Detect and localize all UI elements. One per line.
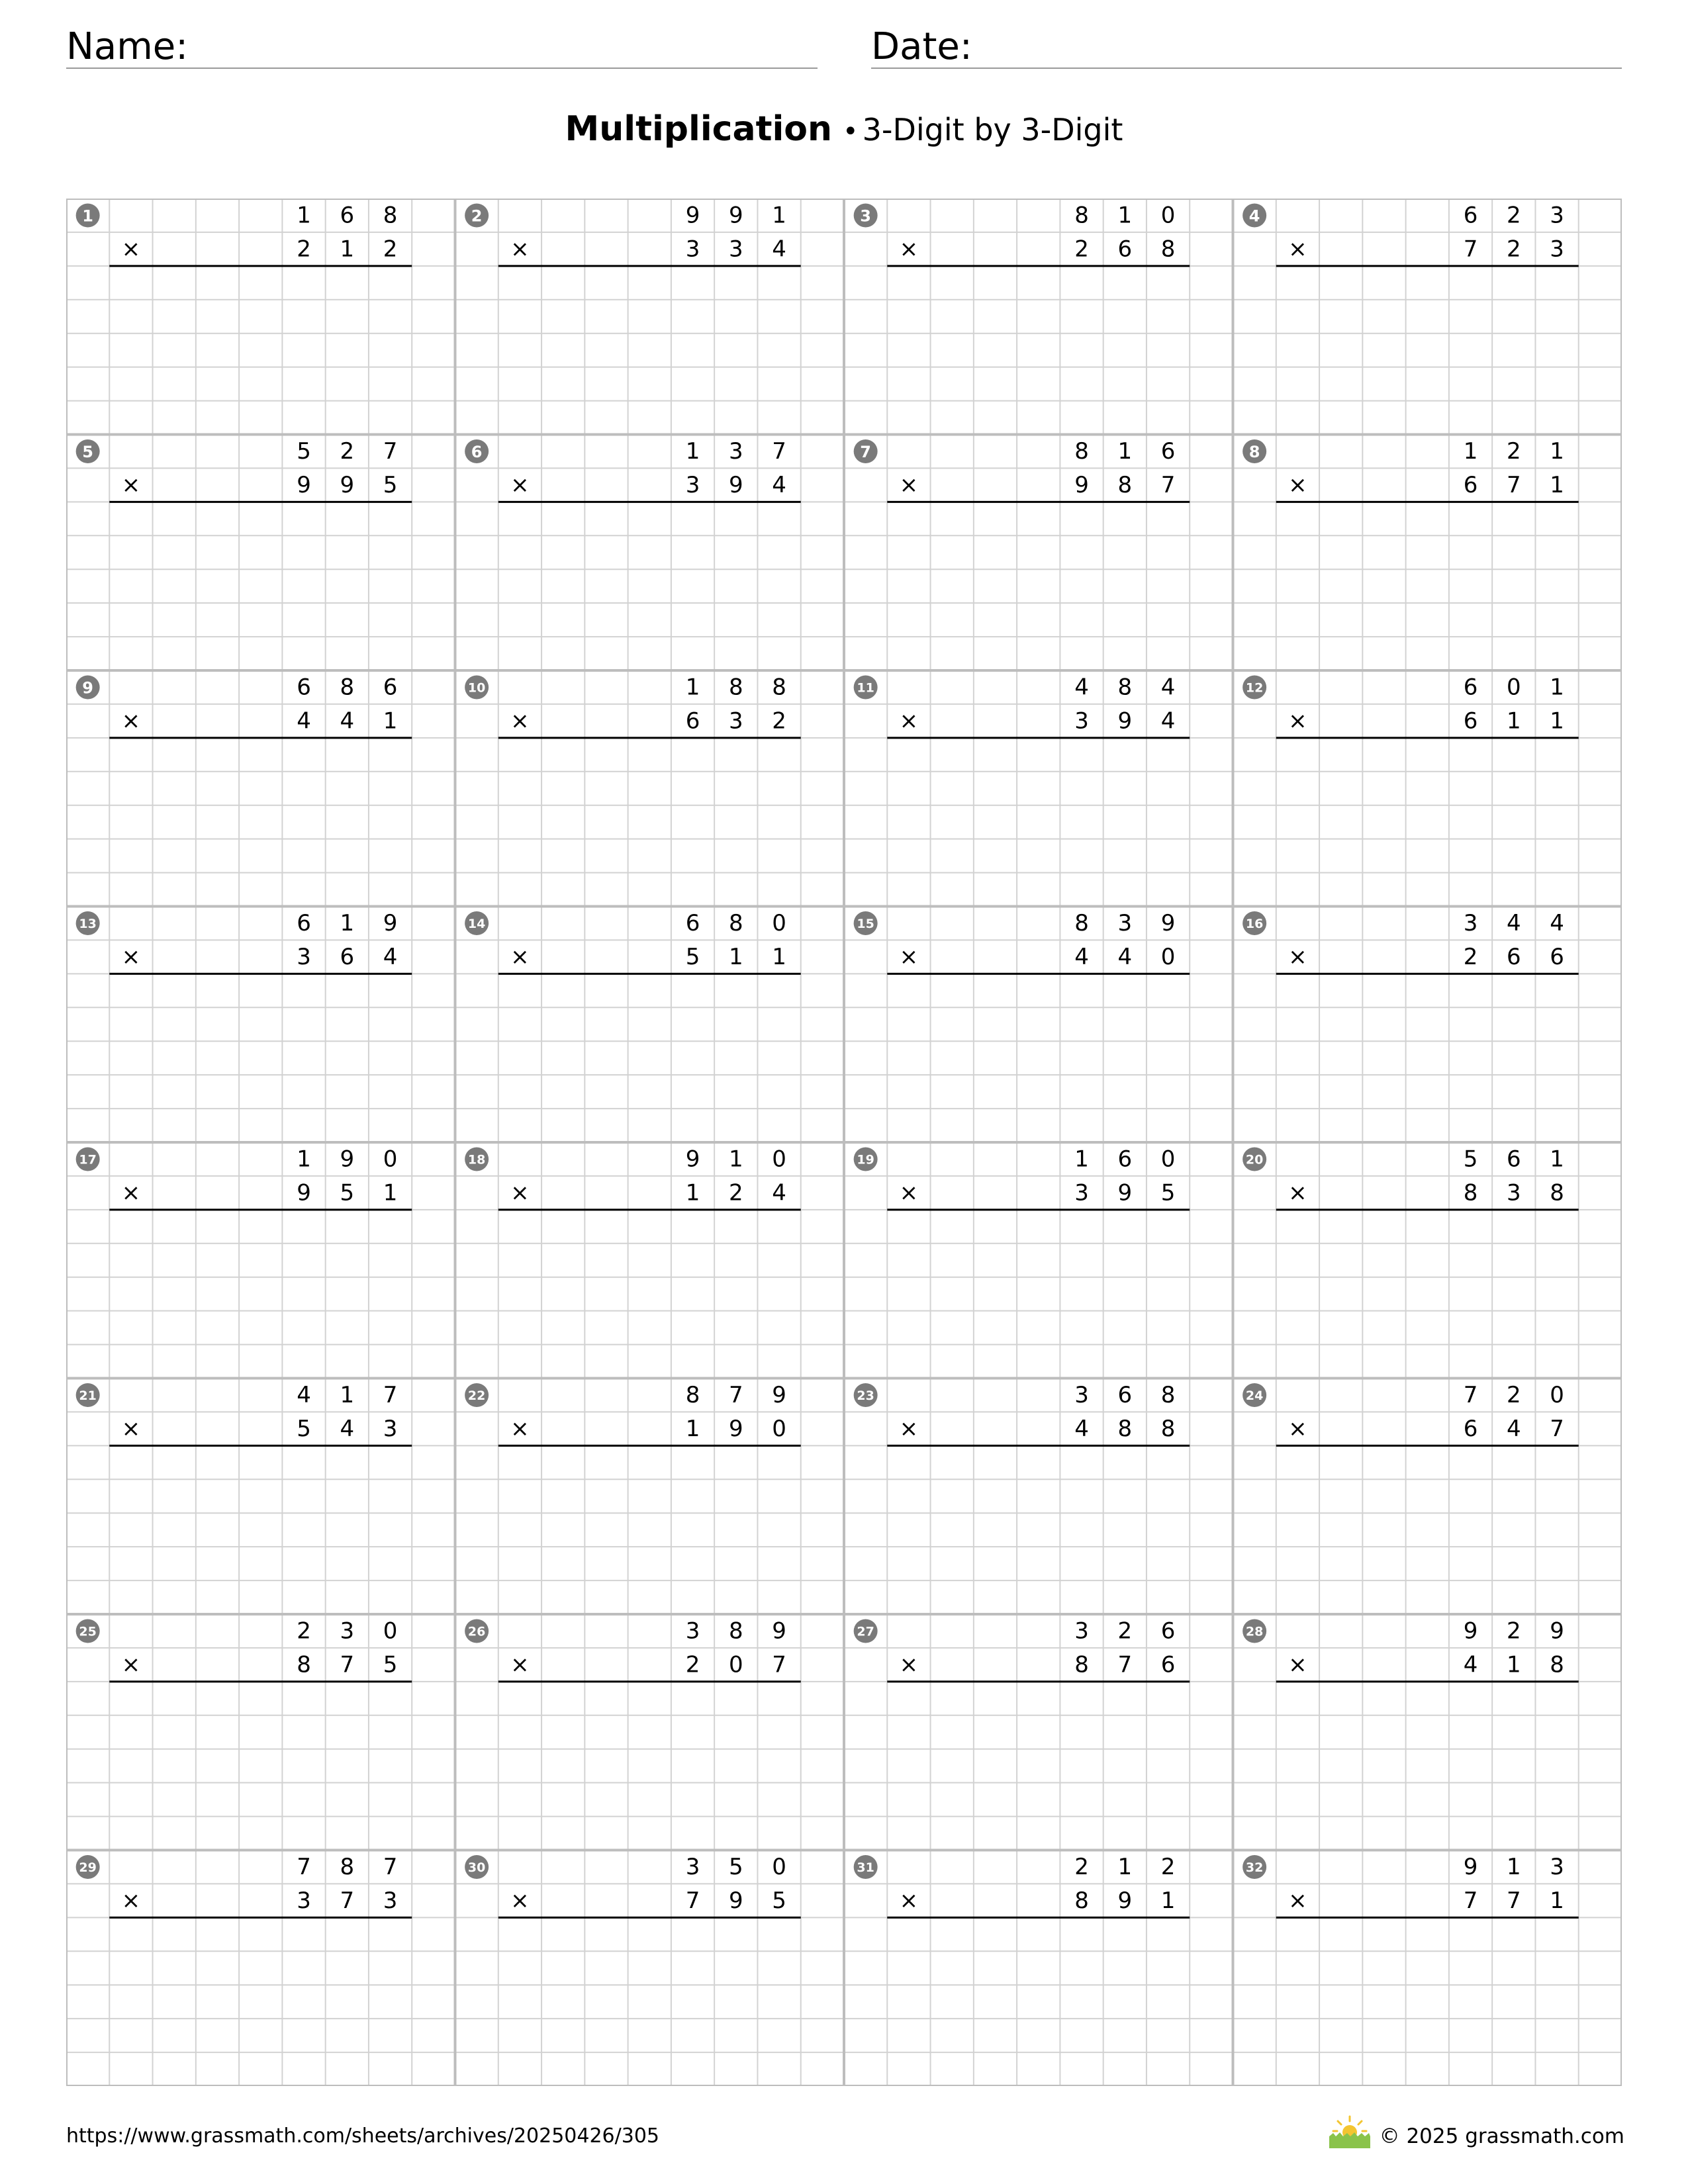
multiplicand-digit: 0 [1506,674,1521,701]
multiplier-digit: 2 [728,1179,743,1206]
multiplicand-digit: 1 [685,437,700,465]
multiplier-digit: 7 [1117,1651,1133,1678]
problem-number: 7 [860,442,871,461]
multiply-sign: × [1288,1179,1307,1206]
multiplier-digit: 7 [685,1887,700,1914]
multiply-sign: × [510,236,530,263]
multiplier-digit: 6 [1463,707,1478,735]
multiplier-digit: 8 [1074,1887,1089,1914]
multiplicand-digit: 8 [1117,674,1133,701]
multiplier-digit: 3 [728,236,743,263]
problem-number: 18 [467,1152,486,1167]
multiplier-digit: 3 [1506,1179,1521,1206]
multiplicand-digit: 7 [383,437,398,465]
multiplier-digit: 9 [1117,1887,1133,1914]
multiplicand-digit: 8 [383,202,398,229]
multiplier-digit: 9 [340,471,355,498]
multiplicand-digit: 6 [1506,1146,1521,1173]
problem-number: 19 [857,1152,874,1167]
multiplier-digit: 1 [1506,1651,1521,1678]
multiplier-digit: 1 [685,1179,700,1206]
multiplier-digit: 4 [297,707,311,735]
multiplicand-digit: 2 [1506,437,1521,465]
problem-number: 26 [467,1624,486,1639]
multiplicand-digit: 1 [1506,1853,1521,1880]
multiplier-digit: 1 [1506,707,1521,735]
multiplier-digit: 9 [297,471,311,498]
multiply-sign: × [899,236,919,263]
multiplicand-digit: 9 [685,202,700,229]
multiplicand-digit: 4 [1506,909,1521,936]
multiply-sign: × [1288,471,1307,498]
multiplicand-digit: 6 [1463,674,1478,701]
multiplicand-digit: 1 [772,202,786,229]
multiplier-digit: 1 [685,1415,700,1442]
problem-number: 21 [79,1388,97,1403]
multiplier-digit: 4 [383,943,398,970]
multiplicand-digit: 9 [1550,1617,1564,1645]
grassmath-logo-icon [1327,2113,1373,2150]
multiplier-digit: 6 [685,707,700,735]
multiply-sign: × [899,471,919,498]
multiplier-digit: 3 [685,471,700,498]
problem-number: 9 [82,678,93,698]
multiplicand-digit: 7 [383,1853,398,1880]
multiplier-digit: 3 [1550,236,1564,263]
problem-number: 29 [79,1860,97,1875]
multiplier-digit: 8 [1074,1651,1089,1678]
multiply-sign: × [899,707,919,735]
multiplier-digit: 9 [1074,471,1089,498]
multiplier-digit: 4 [1074,943,1089,970]
multiplicand-digit: 5 [1463,1146,1478,1173]
multiplicand-digit: 6 [1160,1617,1176,1645]
multiplier-digit: 7 [1463,1887,1478,1914]
problem-number: 5 [82,442,93,461]
multiplicand-digit: 9 [1463,1853,1478,1880]
problem-number: 28 [1245,1624,1264,1639]
multiplier-digit: 9 [728,1887,743,1914]
multiplier-digit: 4 [340,707,355,735]
multiplier-digit: 4 [1117,943,1133,970]
problem-number: 30 [467,1860,486,1875]
multiplier-digit: 5 [383,1651,398,1678]
multiplier-digit: 1 [1550,707,1564,735]
multiplicand-digit: 1 [1117,202,1133,229]
multiplier-digit: 4 [1463,1651,1478,1678]
multiplier-digit: 7 [340,1887,355,1914]
multiplicand-digit: 0 [1550,1381,1564,1408]
multiplicand-digit: 9 [340,1146,355,1173]
multiplier-digit: 0 [728,1651,743,1678]
multiplicand-digit: 6 [297,674,311,701]
multiplicand-digit: 8 [1160,1381,1176,1408]
multiplier-digit: 5 [1160,1179,1176,1206]
multiplicand-digit: 1 [1550,437,1564,465]
multiplicand-digit: 6 [1160,437,1176,465]
multiplicand-digit: 3 [1074,1617,1089,1645]
multiplicand-digit: 7 [772,437,786,465]
multiplicand-digit: 9 [772,1617,786,1645]
multiplicand-digit: 0 [383,1617,398,1645]
multiplicand-digit: 6 [685,909,700,936]
multiplier-digit: 1 [772,943,786,970]
problem-number: 2 [471,206,483,226]
multiplier-digit: 2 [297,236,311,263]
multiplier-digit: 6 [1506,943,1521,970]
title-subtitle: 3-Digit by 3-Digit [862,112,1123,148]
multiplicand-digit: 4 [1160,674,1176,701]
multiplicand-digit: 8 [685,1381,700,1408]
multiplicand-digit: 0 [1160,202,1176,229]
multiply-sign: × [1288,943,1307,970]
multiplier-digit: 9 [728,1415,743,1442]
multiplicand-digit: 3 [685,1853,700,1880]
multiplicand-digit: 1 [1117,437,1133,465]
multiplicand-digit: 3 [1550,202,1564,229]
problem-number: 4 [1248,206,1260,226]
multiplicand-digit: 7 [1463,1381,1478,1408]
problem-number: 15 [857,916,874,931]
multiplicand-digit: 6 [297,909,311,936]
multiplicand-digit: 6 [1463,202,1478,229]
multiplier-digit: 1 [383,1179,398,1206]
multiplier-digit: 9 [1117,1179,1133,1206]
problem-number: 14 [467,916,486,931]
multiply-sign: × [1288,1415,1307,1442]
multiply-sign: × [510,943,530,970]
multiplicand-digit: 9 [728,202,743,229]
multiplier-digit: 7 [1463,236,1478,263]
multiplicand-digit: 0 [1160,1146,1176,1173]
multiply-sign: × [121,1651,141,1678]
grid-svg [66,199,1622,2086]
multiplicand-digit: 1 [1117,1853,1133,1880]
multiply-sign: × [510,707,530,735]
multiplicand-digit: 3 [728,437,743,465]
problem-number: 32 [1245,1860,1264,1875]
problem-number: 3 [860,206,871,226]
problem-number: 6 [471,442,483,461]
multiplicand-digit: 2 [1117,1617,1133,1645]
multiplicand-digit: 3 [1550,1853,1564,1880]
multiplier-digit: 9 [297,1179,311,1206]
multiplicand-digit: 9 [1160,909,1176,936]
multiply-sign: × [121,943,141,970]
multiplicand-digit: 8 [728,1617,743,1645]
multiplier-digit: 3 [297,1887,311,1914]
multiplicand-digit: 1 [340,909,355,936]
multiplicand-digit: 8 [1074,909,1089,936]
multiplicand-digit: 8 [340,674,355,701]
multiplier-digit: 3 [1074,707,1089,735]
multiply-sign: × [899,1887,919,1914]
multiplicand-digit: 6 [1117,1146,1133,1173]
multiplicand-digit: 0 [383,1146,398,1173]
multiply-sign: × [899,1651,919,1678]
multiply-sign: × [899,1415,919,1442]
multiplicand-digit: 0 [772,909,786,936]
multiplicand-digit: 1 [1550,1146,1564,1173]
multiplier-digit: 4 [772,471,786,498]
multiplicand-digit: 8 [728,674,743,701]
date-label: Date: [871,25,972,68]
multiplicand-digit: 7 [728,1381,743,1408]
multiply-sign: × [121,236,141,263]
multiplier-digit: 7 [340,1651,355,1678]
multiplier-digit: 1 [1160,1887,1176,1914]
multiplier-digit: 6 [340,943,355,970]
multiplicand-digit: 8 [772,674,786,701]
multiplier-digit: 8 [1550,1179,1564,1206]
multiplier-digit: 4 [1506,1415,1521,1442]
multiplier-digit: 6 [1117,236,1133,263]
multiplicand-digit: 3 [1117,909,1133,936]
multiplier-digit: 7 [1506,471,1521,498]
multiplier-digit: 5 [340,1179,355,1206]
multiplicand-digit: 6 [340,202,355,229]
multiplicand-digit: 1 [340,1381,355,1408]
multiplicand-digit: 7 [383,1381,398,1408]
multiplier-digit: 7 [1160,471,1176,498]
multiplier-digit: 2 [1074,236,1089,263]
multiplier-digit: 5 [772,1887,786,1914]
name-label: Name: [66,25,189,68]
multiplicand-digit: 2 [1506,202,1521,229]
name-line[interactable] [66,68,818,69]
title-separator: • [843,116,859,147]
multiplier-digit: 3 [383,1415,398,1442]
date-line[interactable] [871,68,1622,69]
multiply-sign: × [121,707,141,735]
multiply-sign: × [510,471,530,498]
multiplier-digit: 3 [1074,1179,1089,1206]
multiply-sign: × [510,1179,530,1206]
multiplier-digit: 0 [1160,943,1176,970]
multiplier-digit: 7 [1550,1415,1564,1442]
multiplier-digit: 1 [383,707,398,735]
multiplier-digit: 4 [772,1179,786,1206]
problem-number: 20 [1245,1152,1264,1167]
multiply-sign: × [899,1179,919,1206]
multiplier-digit: 1 [728,943,743,970]
multiplicand-digit: 2 [340,437,355,465]
multiplicand-digit: 8 [1074,202,1089,229]
multiply-sign: × [1288,1651,1307,1678]
problem-number: 16 [1245,916,1264,931]
multiplicand-digit: 1 [297,1146,311,1173]
multiplicand-digit: 1 [1463,437,1478,465]
multiplicand-digit: 6 [383,674,398,701]
problem-number: 1 [82,206,93,226]
multiply-sign: × [121,1179,141,1206]
multiplicand-digit: 9 [383,909,398,936]
multiplier-digit: 8 [1550,1651,1564,1678]
problem-number: 17 [79,1152,97,1167]
multiplier-digit: 7 [1506,1887,1521,1914]
multiply-sign: × [121,471,141,498]
title-main: Multiplication [565,109,833,149]
multiplier-digit: 9 [1117,707,1133,735]
multiplier-digit: 1 [1550,1887,1564,1914]
problem-number: 27 [857,1624,874,1639]
multiply-sign: × [510,1887,530,1914]
multiplier-digit: 7 [772,1651,786,1678]
multiplier-digit: 5 [685,943,700,970]
multiplicand-digit: 5 [297,437,311,465]
multiply-sign: × [121,1887,141,1914]
problem-number: 25 [79,1624,97,1639]
multiplier-digit: 6 [1463,1415,1478,1442]
multiplicand-digit: 7 [297,1853,311,1880]
multiplier-digit: 8 [1463,1179,1478,1206]
footer-copyright: © 2025 grassmath.com [1379,2124,1624,2148]
multiplier-digit: 3 [383,1887,398,1914]
multiplicand-digit: 9 [772,1381,786,1408]
multiplicand-digit: 2 [1506,1617,1521,1645]
problem-number: 22 [467,1388,486,1403]
multiplicand-digit: 2 [297,1617,311,1645]
multiply-sign: × [510,1415,530,1442]
multiplier-digit: 8 [1117,471,1133,498]
multiplier-digit: 3 [685,236,700,263]
multiplicand-digit: 1 [1074,1146,1089,1173]
multiplier-digit: 5 [383,471,398,498]
multiplier-digit: 4 [1160,707,1176,735]
multiplicand-digit: 8 [340,1853,355,1880]
problem-number: 8 [1248,442,1260,461]
multiplier-digit: 6 [1160,1651,1176,1678]
multiply-sign: × [1288,1887,1307,1914]
multiplicand-digit: 5 [728,1853,743,1880]
multiplier-digit: 6 [1550,943,1564,970]
problem-number: 12 [1245,680,1264,696]
multiplier-digit: 6 [1463,471,1478,498]
multiplier-digit: 4 [772,236,786,263]
multiplicand-digit: 2 [1074,1853,1089,1880]
problem-number: 23 [857,1388,874,1403]
multiplier-digit: 4 [340,1415,355,1442]
multiplier-digit: 2 [772,707,786,735]
multiplier-digit: 3 [728,707,743,735]
multiplicand-digit: 1 [297,202,311,229]
multiply-sign: × [899,943,919,970]
multiplicand-digit: 0 [772,1853,786,1880]
multiplier-digit: 1 [1550,471,1564,498]
multiplier-digit: 8 [1160,1415,1176,1442]
multiplicand-digit: 4 [297,1381,311,1408]
problem-number: 31 [857,1860,874,1875]
multiplier-digit: 2 [1506,236,1521,263]
multiplicand-digit: 1 [1550,674,1564,701]
multiplier-digit: 5 [297,1415,311,1442]
multiplicand-digit: 9 [1463,1617,1478,1645]
multiply-sign: × [1288,707,1307,735]
multiplicand-digit: 4 [1074,674,1089,701]
footer-url: https://www.grassmath.com/sheets/archives/20250426/305 [66,2124,660,2148]
multiplicand-digit: 0 [772,1146,786,1173]
multiplier-digit: 4 [1074,1415,1089,1442]
multiplicand-digit: 2 [1160,1853,1176,1880]
multiplicand-digit: 8 [1074,437,1089,465]
multiplicand-digit: 1 [685,674,700,701]
multiplicand-digit: 2 [1506,1381,1521,1408]
multiplier-digit: 8 [1160,236,1176,263]
multiplier-digit: 2 [383,236,398,263]
multiplicand-digit: 1 [728,1146,743,1173]
multiplier-digit: 1 [340,236,355,263]
multiplicand-digit: 3 [1074,1381,1089,1408]
multiplicand-digit: 9 [685,1146,700,1173]
multiplier-digit: 8 [297,1651,311,1678]
multiply-sign: × [121,1415,141,1442]
multiplier-digit: 2 [1463,943,1478,970]
multiply-sign: × [1288,236,1307,263]
multiplicand-digit: 8 [728,909,743,936]
multiplier-digit: 9 [728,471,743,498]
worksheet-title [0,106,1688,160]
problem-number: 10 [467,680,486,696]
multiplier-digit: 8 [1117,1415,1133,1442]
multiplicand-digit: 6 [1117,1381,1133,1408]
multiplicand-digit: 3 [1463,909,1478,936]
multiplicand-digit: 3 [685,1617,700,1645]
problem-number: 24 [1245,1388,1264,1403]
multiplicand-digit: 3 [340,1617,355,1645]
multiplier-digit: 3 [297,943,311,970]
multiply-sign: × [510,1651,530,1678]
multiplier-digit: 2 [685,1651,700,1678]
problem-grid [66,199,1622,2086]
multiplier-digit: 0 [772,1415,786,1442]
problem-number: 11 [857,680,874,696]
multiplicand-digit: 4 [1550,909,1564,936]
problem-number: 13 [79,916,97,931]
